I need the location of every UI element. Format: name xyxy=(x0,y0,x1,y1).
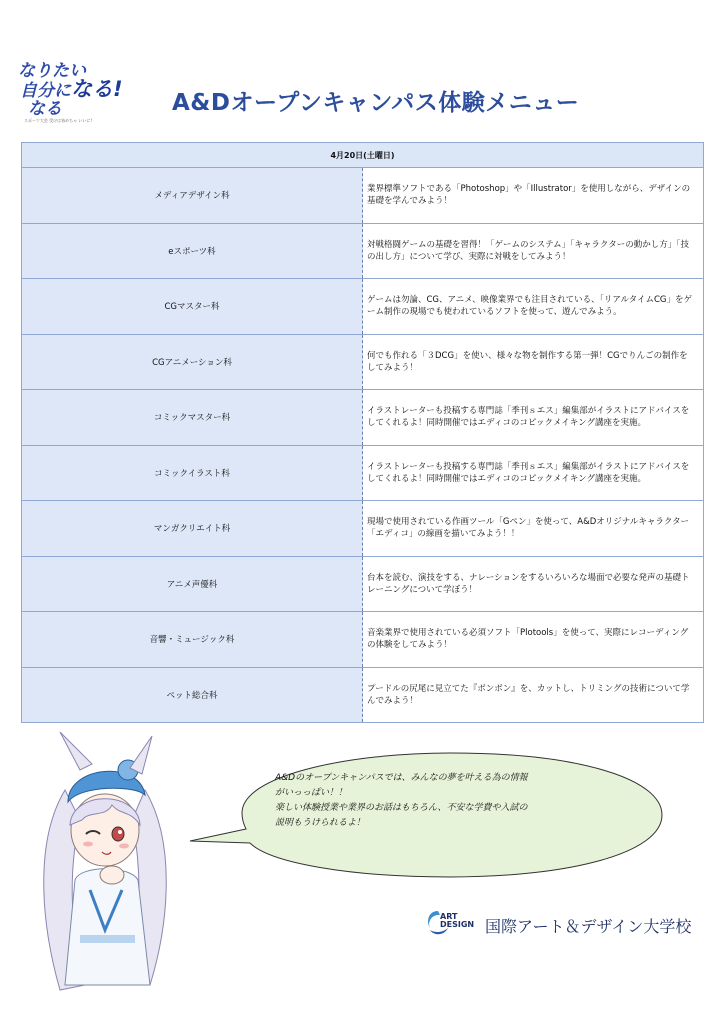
logo-line-2 xyxy=(20,77,123,101)
dept-desc: 現場で使用されている作画ツール「Gペン」を使って、A&Dオリジナルキャラクター「エディコ」の線画を描いてみよう！！ xyxy=(363,501,704,557)
logo-line-3: なる xyxy=(28,99,62,119)
logo-line-2b: なる! xyxy=(71,77,123,101)
table-row xyxy=(22,667,704,723)
bubble-line-3: 楽しい体験授業や業界のお話はもちろん、不安な学費や入試の xyxy=(275,803,528,813)
dept-name: ペット総合科 xyxy=(22,667,363,723)
table-row xyxy=(22,556,704,612)
brand-slogan-logo xyxy=(18,61,123,124)
dept-desc: プードルの尻尾に見立てた『ボンボン』を、カットし、トリミングの技術について学んでみよう！ xyxy=(363,667,704,723)
dept-name: CGアニメーション科 xyxy=(22,334,363,390)
school-mark-design: DESIGN xyxy=(440,920,475,929)
dept-desc: 音楽業界で使用されている必須ソフト「Plotools」を使って、実際にレコーディングの体験をしてみよう！ xyxy=(363,612,704,668)
dept-name: コミックイラスト科 xyxy=(22,445,363,501)
dept-name: 音響・ミュージック科 xyxy=(22,612,363,668)
mascot-character-illustration xyxy=(30,730,180,1000)
bubble-line-4: 説明もうけられるよ！ xyxy=(275,818,366,828)
logo-sub: スポーツ大会 受けは皆めちゃ いいに! xyxy=(24,118,92,123)
table-row xyxy=(22,279,704,335)
table-row xyxy=(22,334,704,390)
bubble-line-1: A&Dのオープンキャンパスでは、みんなの夢を叶える為の情報 xyxy=(275,773,528,783)
dept-desc: イラストレーターも投稿する専門誌「季刊ｓエス」編集部がイラストにアドバイスをしてくれるよ！同時開催ではエディコのコピックメイキング講座を実施。 xyxy=(363,445,704,501)
table-row xyxy=(22,612,704,668)
dept-name: CGマスター科 xyxy=(22,279,363,335)
dept-name: コミックマスター科 xyxy=(22,390,363,446)
page-title: A&Dオープンキャンパス体験メニュー xyxy=(172,90,580,116)
table-row xyxy=(22,501,704,557)
dept-desc: イラストレーターも投稿する専門誌「季刊ｓエス」編集部がイラストにアドバイスをしてくれるよ！同時開催ではエディコのコピックメイキング講座を実施。 xyxy=(363,390,704,446)
table-row xyxy=(22,168,704,224)
dept-desc: ゲームは勿論、CG、アニメ、映像業界でも注目されている、「リアルタイムCG」をゲーム制作の現場でも使われているソフトを使って、遊んでみよう。 xyxy=(363,279,704,335)
dept-name: メディアデザイン科 xyxy=(22,168,363,224)
school-name: 国際アート＆デザイン大学校 xyxy=(485,917,692,936)
logo-line-1: なりたい xyxy=(18,61,86,81)
menu-table xyxy=(21,142,704,723)
table-row xyxy=(22,390,704,446)
speech-bubble-text xyxy=(275,771,635,831)
dept-name: eスポーツ科 xyxy=(22,223,363,279)
bubble-line-2: がいっっぱい！！ xyxy=(275,788,348,798)
dept-desc: 業界標準ソフトである「Photoshop」や「Illustrator」を使用しながら、デザインの基礎を学んでみよう！ xyxy=(363,168,704,224)
dept-name: マンガクリエイト科 xyxy=(22,501,363,557)
dept-desc: 対戦格闘ゲームの基礎を習得！「ゲームのシステム」「キャラクターの動かし方」「技の出し方」について学び、実際に対戦をしてみよう！ xyxy=(363,223,704,279)
logo-line-2a: 自分に xyxy=(20,81,71,101)
dept-name: アニメ声優科 xyxy=(22,556,363,612)
school-logo-text xyxy=(440,913,474,929)
table-row xyxy=(22,223,704,279)
dept-desc: 何でも作れる「３DCG」を使い、様々な物を制作する第一弾！CGでりんごの制作をしてみよう！ xyxy=(363,334,704,390)
table-row xyxy=(22,445,704,501)
school-mark-art: ART xyxy=(440,912,458,921)
dept-desc: 台本を読む、演技をする、ナレーションをするいろいろな場面で必要な発声の基礎トレーニングについて学ぼう！ xyxy=(363,556,704,612)
table-header-date: 4月20日(土曜日) xyxy=(22,143,704,168)
